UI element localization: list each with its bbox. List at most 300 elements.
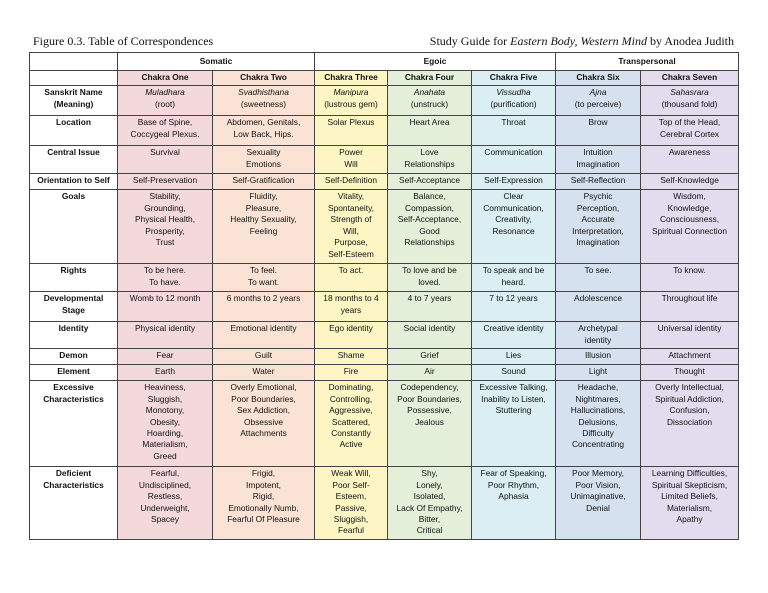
cell-line: To have.: [149, 276, 181, 287]
cell-line: Attachments: [240, 427, 287, 438]
cell-line: (sweetness): [240, 98, 287, 109]
cell-line: Aggressive,: [329, 405, 373, 416]
row-label: [30, 292, 118, 322]
cell-line: Lonely,: [416, 479, 443, 490]
cell-line: Sluggish,: [147, 393, 183, 404]
cell-line: Learning Difficulties,: [651, 468, 728, 479]
cell-line: Social identity: [403, 323, 456, 334]
table-cell: [388, 116, 472, 146]
row-label-line: (Meaning): [53, 98, 94, 109]
cell-line: To see.: [584, 265, 612, 276]
cell-line: Restless,: [147, 491, 183, 502]
table-cell: [388, 365, 472, 381]
cell-line: Bitter,: [418, 513, 441, 524]
cell-line: To love and be: [402, 265, 457, 276]
row-label-line: Sanskrit Name: [44, 87, 103, 98]
cell-line: Muladhara: [145, 87, 185, 98]
table-cell: [556, 381, 641, 467]
table-cell: [118, 86, 213, 116]
chakra-header-4: Chakra Four: [388, 71, 472, 86]
cell-line: Rigid,: [252, 491, 275, 502]
cell-line: Awareness: [668, 147, 711, 158]
cell-line: Emotionally Numb,: [228, 502, 299, 513]
cell-line: Low Back, Hips.: [233, 128, 294, 139]
table-cell: [118, 116, 213, 146]
table-cell: [641, 146, 739, 174]
table-cell: [388, 190, 472, 264]
cell-line: Stuttering: [495, 405, 532, 416]
table-cell: [472, 174, 556, 190]
cell-line: Obsessive: [243, 416, 284, 427]
cell-line: Womb to 12 month: [129, 293, 201, 304]
cell-line: Fearful Of Pleasure: [227, 513, 300, 524]
cell-line: years: [340, 304, 362, 315]
table-cell: [641, 116, 739, 146]
cell-line: Fire: [343, 366, 359, 377]
cell-line: Overly Emotional,: [230, 382, 297, 393]
cell-line: Poor Vision,: [575, 479, 621, 490]
table-cell: [315, 381, 388, 467]
cell-line: Survival: [150, 147, 180, 158]
cell-line: Fearful: [337, 525, 365, 536]
cell-line: Sahasrara: [670, 87, 709, 98]
row-label-line: Characteristics: [43, 393, 104, 404]
row-label-line: Characteristics: [43, 479, 104, 490]
cell-line: Active: [339, 439, 363, 450]
row-label-line: Identity: [58, 323, 89, 334]
table-cell: [388, 349, 472, 365]
cell-line: Earth: [154, 366, 176, 377]
cell-line: Thought: [674, 366, 705, 377]
table-cell: [641, 349, 739, 365]
cell-line: Purpose,: [334, 237, 368, 248]
table-cell: [315, 349, 388, 365]
table-cell: [388, 86, 472, 116]
cell-line: Imagination: [576, 158, 620, 169]
cell-line: Nightmares,: [575, 393, 621, 404]
row-label-line: Central Issue: [47, 147, 100, 158]
row-label: [30, 116, 118, 146]
row-label-line: Rights: [60, 265, 87, 276]
cell-line: Aphasia: [498, 491, 529, 502]
cell-line: Unimaginative,: [570, 491, 626, 502]
cell-line: Consciousness,: [659, 214, 720, 225]
table-cell: [641, 381, 739, 467]
cell-line: Accurate: [581, 214, 615, 225]
cell-line: Poor Rhythm,: [487, 479, 540, 490]
cell-line: Good: [419, 225, 440, 236]
table-cell: [118, 292, 213, 322]
table-cell: [388, 146, 472, 174]
table-row: [30, 349, 739, 365]
cell-line: Throat: [501, 117, 526, 128]
cell-line: Compassion,: [405, 202, 454, 213]
table-cell: [472, 264, 556, 292]
cell-line: Attachment: [668, 350, 711, 361]
chakra-header-3: Chakra Three: [315, 71, 388, 86]
cell-line: Feeling: [249, 225, 278, 236]
row-label-line: Excessive: [53, 382, 94, 393]
cell-line: Creativity,: [495, 214, 532, 225]
cell-line: Sluggish,: [333, 513, 369, 524]
table-cell: [388, 174, 472, 190]
cell-line: Water: [252, 366, 275, 377]
cell-line: Headache,: [577, 382, 619, 393]
table-cell: [556, 292, 641, 322]
row-label: [30, 190, 118, 264]
table-cell: [641, 365, 739, 381]
cell-line: Fear: [156, 350, 174, 361]
table-cell: [118, 467, 213, 540]
cell-line: Underweight,: [140, 502, 190, 513]
cell-line: Limited Beliefs,: [661, 491, 718, 502]
table-cell: [641, 292, 739, 322]
table-cell: [118, 174, 213, 190]
cell-line: To feel.: [249, 265, 277, 276]
table-cell: [118, 349, 213, 365]
chakra-header-1: Chakra One: [118, 71, 213, 86]
cell-line: Solar Plexus: [327, 117, 375, 128]
cell-line: heard.: [501, 276, 526, 287]
cell-line: Universal identity: [657, 323, 722, 334]
cell-line: Communication,: [483, 202, 544, 213]
cell-line: Psychic: [583, 191, 613, 202]
table-cell: [472, 86, 556, 116]
table-cell: [213, 116, 315, 146]
cell-line: Overly Intellectual,: [655, 382, 724, 393]
cell-line: Passive,: [335, 502, 367, 513]
table-cell: [118, 381, 213, 467]
table-row: [30, 292, 739, 322]
table-cell: [388, 264, 472, 292]
table-cell: [213, 322, 315, 349]
cell-line: Sound: [501, 366, 526, 377]
table-cell: [315, 467, 388, 540]
cell-line: Manipura: [333, 87, 369, 98]
figure-label: Figure 0.3. Table of Correspondences: [33, 34, 214, 48]
cell-line: Emotions: [246, 158, 281, 169]
row-label-line: Deficient: [55, 468, 92, 479]
table-cell: [213, 381, 315, 467]
group-header-row: [30, 53, 739, 71]
table-cell: [213, 190, 315, 264]
cell-line: Wisdom,: [673, 191, 706, 202]
study-guide-title: [430, 34, 734, 49]
table-cell: [472, 381, 556, 467]
table-cell: [213, 146, 315, 174]
cell-line: Scattered,: [331, 416, 371, 427]
table-cell: [388, 292, 472, 322]
cell-line: Excessive Talking,: [479, 382, 548, 393]
cell-line: Self-Acceptance: [399, 175, 460, 186]
group-egoic: Egoic: [315, 53, 556, 71]
cell-line: Physical Health,: [134, 214, 196, 225]
table-cell: [556, 174, 641, 190]
cell-line: Clear: [503, 191, 524, 202]
cell-line: Inability to Listen,: [481, 393, 546, 404]
cell-line: Svadhisthana: [238, 87, 289, 98]
cell-line: Self-Esteem: [328, 248, 374, 259]
table-cell: [213, 365, 315, 381]
table-cell: [556, 116, 641, 146]
table-cell: [641, 467, 739, 540]
cell-line: Abdomen, Genitals,: [226, 117, 301, 128]
cell-line: Greed: [153, 450, 177, 461]
cell-line: Vissudha: [496, 87, 531, 98]
row-label: [30, 322, 118, 349]
cell-line: Archetypal: [578, 323, 618, 334]
cell-line: To be here.: [144, 265, 186, 276]
table-row: [30, 381, 739, 467]
cell-line: Relationships: [404, 158, 455, 169]
cell-line: 4 to 7 years: [407, 293, 452, 304]
row-label-line: Stage: [62, 304, 85, 315]
cell-line: Sexuality: [246, 147, 281, 158]
blank-corner-cell: [30, 53, 118, 71]
table-cell: [556, 467, 641, 540]
cell-line: (root): [154, 98, 175, 109]
cell-line: Balance,: [413, 191, 446, 202]
cell-line: To speak and be: [482, 265, 545, 276]
cell-line: Sex Addiction,: [236, 405, 291, 416]
cell-line: Guilt: [254, 350, 273, 361]
cell-line: identity: [584, 334, 612, 345]
table-cell: [472, 292, 556, 322]
cell-line: Cerebral Cortex: [659, 128, 720, 139]
cell-line: (purification): [490, 98, 537, 109]
cell-line: Self-Acceptance,: [397, 214, 462, 225]
cell-line: Dominating,: [328, 382, 374, 393]
cell-line: Resonance: [492, 225, 535, 236]
cell-line: Difficulty: [582, 427, 614, 438]
table-cell: [315, 86, 388, 116]
cell-line: Undisciplined,: [138, 479, 192, 490]
cell-line: Critical: [416, 525, 443, 536]
table-body: [30, 86, 739, 539]
cell-line: Poor Boundaries,: [231, 393, 296, 404]
chakra-header-5: Chakra Five: [472, 71, 556, 86]
row-label: [30, 146, 118, 174]
cell-line: Confusion,: [669, 405, 710, 416]
group-transpersonal: Transpersonal: [556, 53, 739, 71]
table-cell: [315, 174, 388, 190]
row-label-line: Location: [56, 117, 91, 128]
cell-line: Monotony,: [145, 405, 185, 416]
chakra-header-row: [30, 71, 739, 86]
cell-line: To act.: [338, 265, 364, 276]
cell-line: Will: [344, 158, 358, 169]
table-cell: [213, 349, 315, 365]
cell-line: Power: [339, 147, 363, 158]
cell-line: Lies: [505, 350, 522, 361]
table-cell: [556, 322, 641, 349]
row-label-line: Demon: [59, 350, 88, 361]
cell-line: Self-Expression: [484, 175, 543, 186]
cell-line: Possessive,: [407, 405, 452, 416]
cell-line: Self-Reflection: [570, 175, 626, 186]
cell-line: Dissociation: [666, 416, 713, 427]
cell-line: (thousand fold): [661, 98, 718, 109]
table-cell: [641, 174, 739, 190]
table-cell: [641, 86, 739, 116]
cell-line: 7 to 12 years: [489, 293, 538, 304]
table-row: [30, 365, 739, 381]
table-row: [30, 190, 739, 264]
table-cell: [641, 322, 739, 349]
cell-line: Materialism,: [666, 502, 713, 513]
table-cell: [213, 86, 315, 116]
cell-line: Spiritual Skepticism,: [651, 479, 728, 490]
row-label: [30, 467, 118, 540]
cell-line: Poor Self-: [332, 479, 370, 490]
cell-line: Trust: [155, 237, 175, 248]
cell-line: Spiritual Addiction,: [655, 393, 724, 404]
table-cell: [118, 264, 213, 292]
cell-line: Jealous: [415, 416, 444, 427]
cell-line: Grief: [420, 350, 439, 361]
cell-line: Constantly: [331, 427, 371, 438]
cell-line: Coccygeal Plexus.: [130, 128, 200, 139]
cell-line: Poor Memory,: [572, 468, 624, 479]
cell-line: To know.: [673, 265, 706, 276]
table-cell: [388, 467, 472, 540]
cell-line: Imagination: [576, 237, 620, 248]
table-row: [30, 467, 739, 540]
cell-line: 6 months to 2 years: [226, 293, 301, 304]
cell-line: Hallucinations,: [570, 405, 626, 416]
table-cell: [118, 190, 213, 264]
cell-line: Communication: [484, 147, 543, 158]
cell-line: Self-Knowledge: [660, 175, 719, 186]
table-cell: [556, 146, 641, 174]
cell-line: (unstruck): [410, 98, 449, 109]
cell-line: (to perceive): [574, 98, 622, 109]
table-row: [30, 174, 739, 190]
row-label-line: Developmental: [43, 293, 104, 304]
table-cell: [641, 264, 739, 292]
study-guide-prefix: Study Guide for: [429, 34, 511, 48]
cell-line: Esteem,: [335, 491, 367, 502]
cell-line: Illusion: [584, 350, 612, 361]
table-cell: [118, 146, 213, 174]
cell-line: Shy,: [421, 468, 438, 479]
table-cell: [315, 264, 388, 292]
cell-line: Poor Boundaries,: [397, 393, 462, 404]
cell-line: (lustrous gem): [324, 98, 378, 109]
cell-line: 18 months to 4: [323, 293, 379, 304]
cell-line: Vitality,: [337, 191, 365, 202]
cell-line: Top of the Head,: [658, 117, 721, 128]
table-cell: [556, 190, 641, 264]
table-cell: [472, 365, 556, 381]
cell-line: Creative identity: [483, 323, 544, 334]
table-cell: [472, 467, 556, 540]
table-cell: [213, 467, 315, 540]
table-row: [30, 322, 739, 349]
cell-line: Knowledge,: [667, 202, 712, 213]
cell-line: Denial: [586, 502, 610, 513]
cell-line: Apathy: [676, 513, 703, 524]
cell-line: Frigid,: [251, 468, 276, 479]
cell-line: Pleasure,: [245, 202, 282, 213]
cell-line: Heart Area: [409, 117, 450, 128]
cell-line: Spacey: [151, 513, 179, 524]
cell-line: Self-Preservation: [132, 175, 198, 186]
book-title: Eastern Body, Western Mind: [510, 34, 647, 48]
cell-line: Lack Of Empathy,: [396, 502, 463, 513]
cell-line: Relationships: [404, 237, 455, 248]
table-cell: [213, 292, 315, 322]
cell-line: Adolescence: [574, 293, 622, 304]
cell-line: Materialism,: [142, 439, 188, 450]
cell-line: Weak Will,: [331, 468, 371, 479]
table-cell: [118, 322, 213, 349]
row-label: [30, 381, 118, 467]
table-row: [30, 146, 739, 174]
table-row: [30, 116, 739, 146]
table-cell: [118, 365, 213, 381]
cell-line: Shame: [337, 350, 365, 361]
table-cell: [213, 174, 315, 190]
row-label: [30, 365, 118, 381]
table-cell: [556, 365, 641, 381]
table-cell: [472, 322, 556, 349]
cell-line: Intuition: [583, 147, 613, 158]
cell-line: Obesity,: [149, 416, 181, 427]
cell-line: Will,: [343, 225, 359, 236]
cell-line: Self-Gratification: [232, 175, 295, 186]
table-cell: [315, 146, 388, 174]
cell-line: Love: [420, 147, 439, 158]
row-label-line: Element: [57, 366, 90, 377]
cell-line: Fearful,: [150, 468, 180, 479]
row-label: [30, 86, 118, 116]
cell-line: Ego identity: [329, 323, 373, 334]
table-cell: [556, 349, 641, 365]
table-cell: [472, 116, 556, 146]
cell-line: Hoarding,: [146, 427, 184, 438]
row-label-line: Orientation to Self: [37, 175, 110, 186]
table-row: [30, 86, 739, 116]
cell-line: Prosperity,: [145, 225, 185, 236]
cell-line: Throughout life: [661, 293, 718, 304]
table-cell: [556, 264, 641, 292]
table-cell: [472, 146, 556, 174]
table-cell: [315, 365, 388, 381]
cell-line: loved.: [418, 276, 441, 287]
cell-line: Grounding,: [144, 202, 186, 213]
cell-line: Controlling,: [329, 393, 373, 404]
chakra-header-7: Chakra Seven: [641, 71, 739, 86]
table-cell: [213, 264, 315, 292]
cell-line: Fluidity,: [249, 191, 278, 202]
cell-line: Impotent,: [246, 479, 281, 490]
correspondence-table: [29, 52, 739, 540]
row-label: [30, 349, 118, 365]
row-label-line: Goals: [61, 191, 86, 202]
cell-line: Codependency,: [400, 382, 459, 393]
cell-line: To want.: [247, 276, 280, 287]
table-cell: [315, 292, 388, 322]
chakra-header-2: Chakra Two: [213, 71, 315, 86]
cell-line: Perception,: [576, 202, 620, 213]
table-cell: [388, 381, 472, 467]
cell-line: Stability,: [149, 191, 181, 202]
cell-line: Healthy Sexuality,: [230, 214, 297, 225]
table-cell: [472, 349, 556, 365]
cell-line: Physical identity: [134, 323, 196, 334]
cell-line: Spontaneity,: [328, 202, 374, 213]
